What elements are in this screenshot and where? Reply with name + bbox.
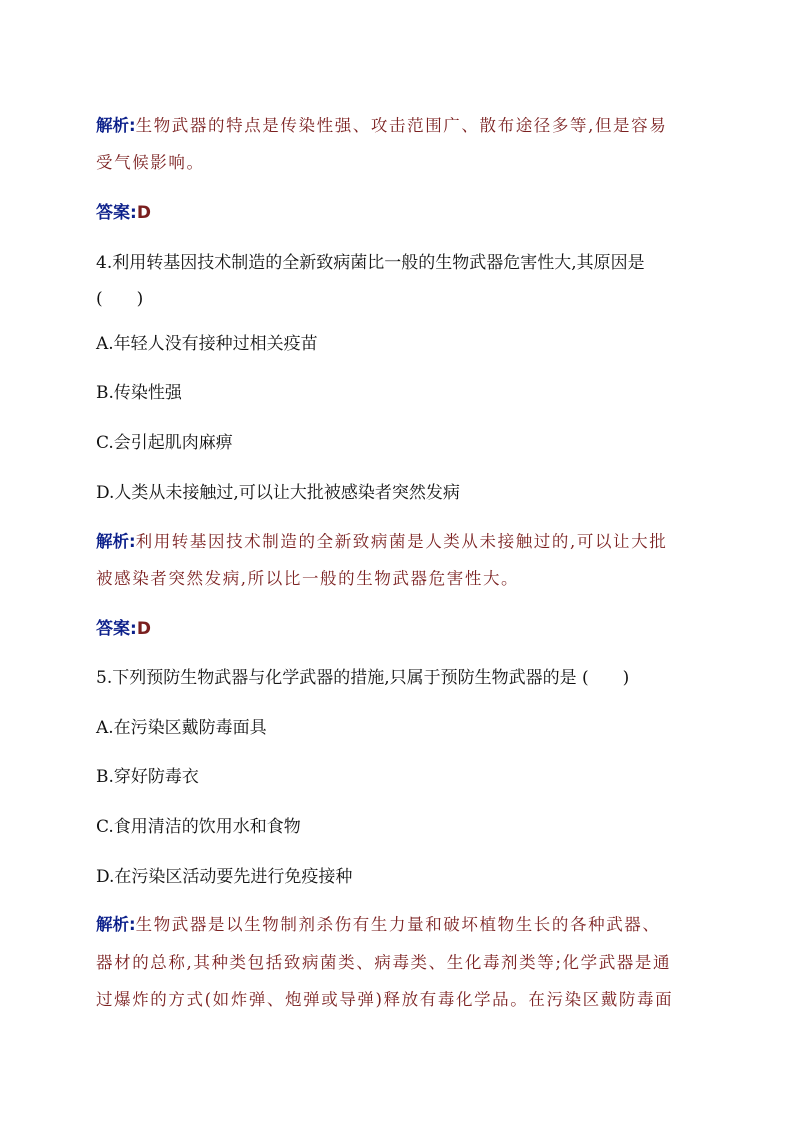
question-5-stem: 5.下列预防生物武器与化学武器的措施,只属于预防生物武器的是 ( ) (96, 668, 630, 688)
explanation-label: 解析: (96, 915, 136, 934)
question-4-option-b: B.传染性强 (96, 383, 182, 403)
explanation-label: 解析: (96, 532, 136, 551)
answer-label: 答案: (96, 203, 137, 223)
answer-value: D (136, 203, 151, 223)
explanation-label: 解析: (96, 116, 136, 135)
explanation-1-line-1 (96, 114, 667, 138)
explanation-3-line-3: 过爆炸的方式(如炸弹、炮弹或导弹)释放有毒化学品。在污染区戴防毒面 (96, 990, 674, 1009)
answer-2 (96, 617, 151, 641)
explanation-text: 生物武器的特点是传染性强、攻击范围广、散布途径多等,但是容易 (135, 116, 668, 135)
explanation-2-line-2: 被感染者突然发病,所以比一般的生物武器危害性大。 (96, 569, 520, 588)
answer-1 (96, 201, 151, 225)
explanation-1-line-2: 受气候影响。 (96, 153, 205, 172)
question-4-option-a: A.年轻人没有接种过相关疫苗 (96, 334, 318, 354)
answer-label: 答案: (96, 619, 137, 639)
question-5-option-a: A.在污染区戴防毒面具 (96, 718, 267, 738)
explanation-2-line-1 (96, 530, 667, 554)
question-4-stem-line-2: ( ) (96, 289, 144, 309)
answer-value: D (136, 619, 151, 639)
question-4-option-d: D.人类从未接触过,可以让大批被感染者突然发病 (96, 483, 460, 503)
question-4-stem-line-1: 4.利用转基因技术制造的全新致病菌比一般的生物武器危害性大,其原因是 (96, 253, 645, 273)
explanation-3-line-2: 器材的总称,其种类包括致病菌类、病毒类、生化毒剂类等;化学武器是通 (96, 953, 672, 972)
question-5-option-d: D.在污染区活动要先进行免疫接种 (96, 867, 353, 887)
explanation-3-line-1 (96, 913, 661, 937)
explanation-text: 利用转基因技术制造的全新致病菌是人类从未接触过的,可以让大批 (135, 532, 668, 551)
question-5-option-b: B.穿好防毒衣 (96, 767, 199, 787)
question-5-option-c: C.食用清洁的饮用水和食物 (96, 817, 301, 837)
question-4-option-c: C.会引起肌肉麻痹 (96, 433, 233, 453)
explanation-text: 生物武器是以生物制剂杀伤有生力量和破坏植物生长的各种武器、 (135, 915, 661, 934)
